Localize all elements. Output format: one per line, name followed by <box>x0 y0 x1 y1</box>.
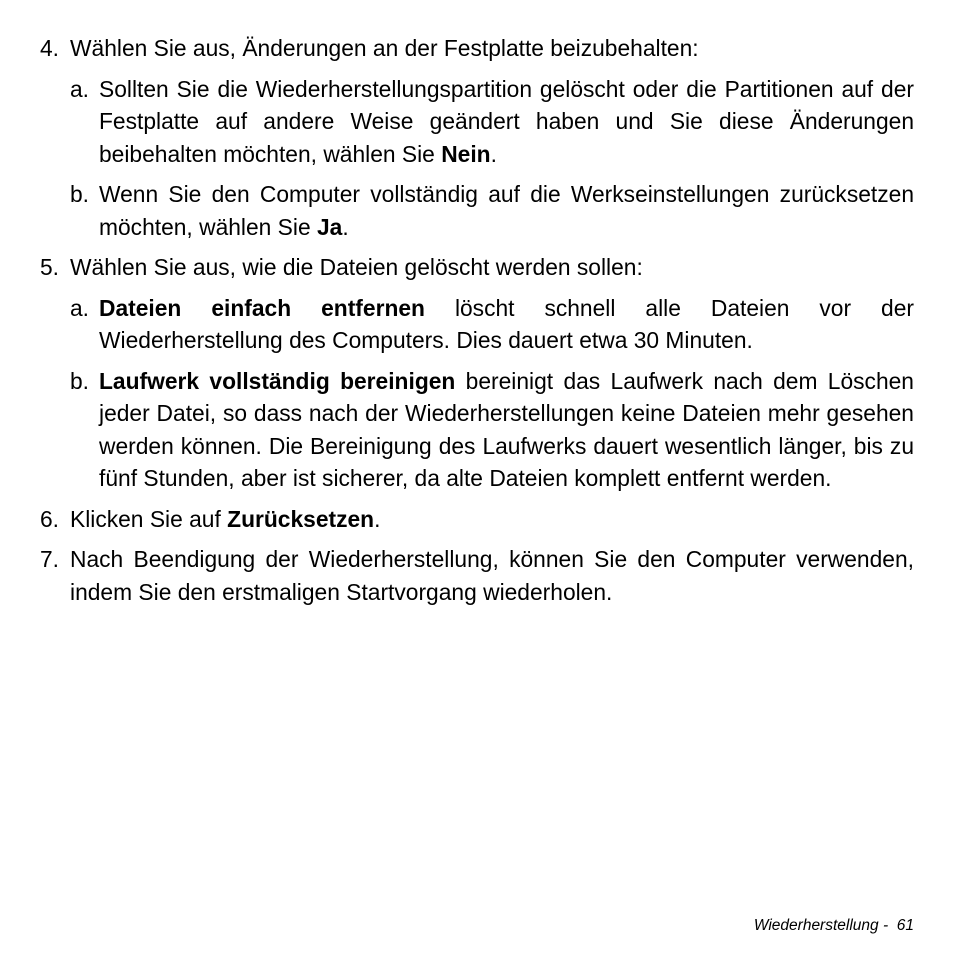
footer-section-title: Wiederherstellung - <box>753 917 889 934</box>
step-text <box>70 503 914 536</box>
step-text: Wählen Sie aus, Änderungen an der Festplatte beizubehalten: <box>70 35 699 61</box>
option-letter: b. <box>70 181 90 207</box>
step-6 <box>40 503 914 536</box>
step-4-option-b <box>70 178 914 243</box>
step-7 <box>40 543 914 608</box>
step-4-options <box>70 73 914 244</box>
option-text-start: Wenn Sie den Computer vollständig auf die Werkseinstellungen zurücksetzen möchten, wählen Sie <box>99 181 914 240</box>
option-letter: a. <box>70 75 90 102</box>
step-text: Wählen Sie aus, wie die Dateien gelöscht werden sollen: <box>70 254 643 280</box>
step-5-option-b <box>70 365 914 495</box>
option-letter: a. <box>70 294 90 321</box>
option-text <box>99 365 914 495</box>
page-number: 61 <box>896 917 914 934</box>
option-text <box>99 73 914 171</box>
option-text-end: . <box>342 213 349 240</box>
step-text-end: . <box>374 505 381 532</box>
option-keyword-ja: Ja <box>316 213 343 240</box>
option-keyword-nein: Nein <box>441 140 491 167</box>
option-text-end: bereinigt das Laufwerk nach dem Löschen jeder Datei, so dass nach der Wiederherstellungen keine Dateien mehr gesehen werden können. Die Bereinigung des Laufwerks dauert wesentlich länger, bis zu fünf Stunden, aber ist sicherer, da alte Dateien komplett entfernt werden. <box>99 367 914 491</box>
option-text <box>99 178 914 243</box>
step-4 <box>40 32 914 243</box>
option-letter: b. <box>70 367 90 394</box>
step-text: Nach Beendigung der Wiederherstellung, können Sie den Computer verwenden, indem Sie den erstmaligen Startvorgang wiederholen. <box>70 546 914 605</box>
step-number: 5. <box>40 254 60 280</box>
option-keyword-laufwerk-bereinigen: Laufwerk vollständig bereinigen <box>99 367 456 394</box>
step-number: 4. <box>40 35 60 61</box>
step-5-options <box>70 292 914 495</box>
page-footer <box>754 916 914 936</box>
instruction-list <box>40 32 914 608</box>
option-text-end: . <box>490 140 497 167</box>
step-5 <box>40 251 914 495</box>
step-5-option-a <box>70 292 914 357</box>
step-keyword-zuruecksetzen: Zurücksetzen <box>227 505 375 532</box>
option-text-end: löscht schnell alle Dateien vor der Wiederherstellung des Computers. Dies dauert etwa 30 Minuten. <box>99 294 914 353</box>
step-number: 7. <box>40 546 60 572</box>
option-keyword-dateien-entfernen: Dateien einfach entfernen <box>99 294 425 321</box>
step-number: 6. <box>40 505 60 532</box>
option-text <box>99 292 914 357</box>
step-4-option-a <box>70 73 914 171</box>
step-text-start: Klicken Sie auf <box>70 505 228 532</box>
option-text-start: Sollten Sie die Wiederherstellungspartition gelöscht oder die Partitionen auf der Festplatte auf andere Weise geändert haben und Sie diese Änderungen beibehalten möchten, wählen Sie <box>99 75 914 167</box>
